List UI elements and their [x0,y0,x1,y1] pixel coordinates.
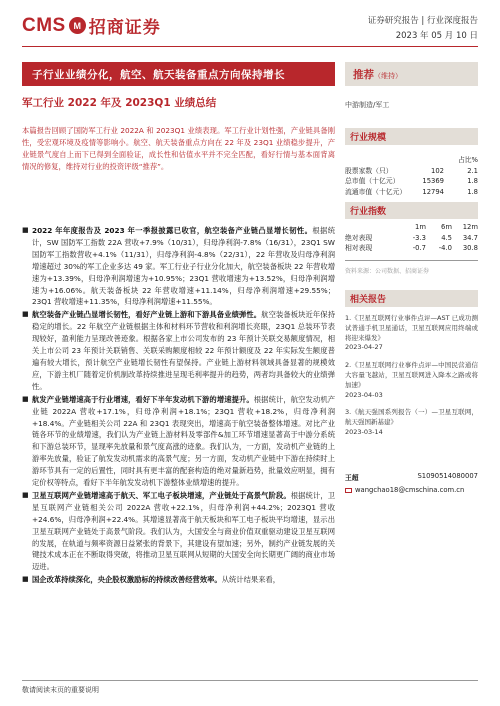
bullet-item [22,574,335,586]
logo-badge-icon: M [69,17,86,34]
bullet-bold: 航发产业链增速高于行业增速，看好下半年发动机下游的增速提升。 [32,394,254,404]
performance-heading-bar [345,202,478,219]
divider [345,260,478,261]
related-date: 2023-04-27 [345,343,383,352]
scale-share: 1.8 [467,177,478,185]
scale-heading: 行业规模 [350,133,387,143]
scale-label: 总市值（十亿元） [345,177,400,185]
footer-note: 敬请阅读末页的重要说明 [22,686,99,694]
list-item[interactable] [345,314,478,353]
table-row [345,176,478,187]
performance-table [345,222,478,254]
bullet-square-icon: ■ [22,394,29,403]
related-heading: 相关报告 [350,295,387,305]
related-title[interactable]: 1.《卫星互联网行业事件点评—AST 已成功测试普通手机卫星通话，卫星互联网应用终端或将迎来爆发》 [345,314,478,342]
related-heading-bar [345,290,478,307]
perf-value: 34.7 [462,233,478,242]
mail-icon [345,488,352,493]
performance-heading: 行业指数 [350,207,387,217]
bullet-text [32,490,335,573]
summary-paragraph: 本篇报告回顾了国防军工行业 2022A 和 2023Q1 业绩表现。军工行业计划性强，产业链具备刚性，受宏观环境及疫情等影响小。航空、航天装备重点方向在 22 年及 23Q1 业绩稳步提升，产业链景气度自上而下已得到全面验证，成长性和估值水平并不完全匹配，看好行情与基本面背离情况的修复，维持对行业的投资评级“推荐”。 [22,126,335,171]
bullet-square-icon: ■ [22,310,29,319]
perf-value: -4.0 [438,244,452,252]
scale-unit: 占比% [457,156,478,164]
bullet-rest: 根据统计，航空发动机产业链 2022A 营收+17.1%，归母净利润+18.1%；23Q1 营收+18.2%，归母净利润+18.4%。产业链相关公司 22A 和 23Q1 表现突出，增速高于航空装备整体增速。对比产业链各环节的业绩增速，我们认为产业链上游材料及零部件&加工环节增速显著高于中游分系统和下游总装环节，显现率先放量和景气度高涨的迹象。我们认为，一方面，发动机产业链的上游率先放量，验证了航发发动机需求的高景气度；另一方面，发动机产业链中下游在持续时上游环节具有一定的后置性，同时具有更丰富的配套构造的绝对量新趋势，批量效应明显，拥有定价权等特点，看好下半年航发发动机下游整体业绩增速的提升。 [32,394,336,488]
author-block [345,472,478,494]
report-title: 子行业业绩分化，航空、航天装备重点方向保持增长 [32,69,285,81]
scale-label: 股票家数（只） [345,166,393,175]
perf-value: -3.3 [412,233,426,242]
title-banner [22,62,335,86]
logo-cms-text: CMS [22,14,66,36]
author-name: 王超 [345,474,359,482]
industry-label: 中游制造/军工 [345,101,390,109]
bullet-text [32,574,335,586]
scale-label: 流通市值（十亿元） [345,187,407,196]
related-title[interactable]: 2.《卫星互联网行业事件点评—中国民营通信大容量飞越站，卫星互联网进入降本之路或将加速》 [345,361,478,389]
scale-value: 15369 [422,177,444,185]
bullet-bold: 卫星互联网产业链增速高于航天、军工电子板块增速，产业链处于高景气阶段。 [32,490,291,500]
scale-unit-row [345,155,478,166]
footer-divider [22,680,478,681]
perf-value: -0.7 [412,244,426,252]
bullet-item [22,490,335,573]
perf-col-header [345,222,400,233]
rating-value: 推荐 [353,69,374,81]
header-divider [22,46,478,47]
page-header [0,0,500,48]
bullet-bold: 国企改革持续深化，央企股权激励标的持续改善经营效率。 [32,575,222,585]
bullet-rest: 从统计结果来看， [221,575,281,585]
bullet-text [32,309,335,392]
scale-value: 12794 [422,187,444,196]
bullet-text [32,225,335,308]
bullet-bold: 航空装备产业链凸显增长韧性，看好产业链上游和下游具备业绩弹性。 [32,310,262,320]
data-source: 资料来源：公司数据、招商证券 [345,268,430,275]
bullet-text [32,394,335,489]
bullet-rest: 根据统计，卫星互联网产业链相关公司 2022A 营收+22.1%，归母净利润+44.2%；2023Q1 营收+24.6%，归母净利润+22.4%。其增速显著高于航天板块和军工电子板块平均增速，显示出卫星互联网产业链处于高景气阶段。我们认为，大国安全与商业价值双重驱动建设卫星互联网的发展，在轨道与频率资源日益紧张的背景下，其建设有望加速；另外，制约产业链发展的关键技术成本正在不断取得突破，将推动卫星互联网从短期的大国安全向长期更广阔的商业市场迈进。 [32,490,336,572]
scale-heading-bar [345,128,478,145]
report-date: 2023 年 05 月 10 日 [395,31,478,41]
bullet-square-icon: ■ [22,575,29,584]
related-date: 2023-04-03 [345,390,383,399]
perf-value: 4.5 [441,233,452,242]
author-email[interactable]: wangchao18@cmschina.com.cn [355,486,465,494]
related-date: 2023-03-14 [345,427,383,436]
perf-label: 相对表现 [345,244,373,252]
list-item[interactable] [345,361,478,400]
bullet-item [22,309,335,392]
perf-label: 绝对表现 [345,233,373,242]
rating-detail: （维持） [374,72,402,80]
scale-value: 102 [431,166,444,175]
bullet-rest: 根据统计，SW 国防军工指数 22A 营收+7.9%（10/31），归母净利润-7.8%（16/31），23Q1 SW 国防军工指数营收+4.1%（11/31），归母净利润-4.8%（22/31），22 年营收及归母净利润增速超过 30%的军工企业多达 49 家。军工行业子行业分化加大，航空装备板块 22 年营收增速为+13.39%，归母净利润增速为+10.95%；23Q1 营收增速为+13.52%，归母净利润增速为+16.06%。航天装备板块 22 年营收增速+11.14%，归母净利润增速+29.55%；23Q1 营收增速+11.35%，归母净利润增速+11.55%。 [32,226,336,307]
firm-name: 招商证券 [88,18,161,38]
table-row [345,233,478,244]
firm-logo [22,13,161,38]
bullet-list [22,225,335,587]
related-reports-list [345,314,478,446]
table-row [345,187,478,198]
bullet-item [22,225,335,308]
perf-value: 30.8 [462,244,478,252]
list-item[interactable] [345,408,478,437]
scale-share: 1.8 [467,187,478,196]
scale-share: 2.1 [467,166,478,175]
author-id: S1090514080007 [417,472,478,480]
rating-box [345,62,478,86]
perf-col-header: 12m [462,223,478,231]
perf-col-header: 1m [415,223,426,231]
bullet-square-icon: ■ [22,226,29,234]
scale-table [345,155,478,197]
bullet-rest: 航空装备板块近年保持稳定的增长。22 年航空产业链根据主体和材料环节营收和利润增长亮眼，23Q1 总装环节表现较好，盈利能力呈现改善迹象。根据各家上市公司发布的 23 年预计关联交易额度情况，相关上市公司 23 年预计关联销售、关联采购额度相较 22 年预计额度及 22 年实际发生额度普遍有较大增长，预计航空产业链增长韧性有望保持。产业链上游材料领域具备显著的规模效应，下游主机厂随着定价机制改革持续推进呈现毛利率提升的趋势，两者均具备较大的业绩弹性。 [32,310,336,391]
bullet-item [22,394,335,489]
bullet-square-icon: ■ [22,490,29,499]
report-type: 证券研究报告 | 行业深度报告 [367,16,478,26]
table-row [345,243,478,254]
rating-label [353,67,402,82]
performance-header-row [345,222,478,233]
bullet-bold: 2022 年年度报告及 2023 年一季报披露已收官，航空装备产业链凸显增长韧性。 [32,226,313,235]
perf-col-header: 6m [441,223,452,231]
report-subtitle: 军工行业 2022 年及 2023Q1 业绩总结 [22,97,217,109]
related-title[interactable]: 3.《航天强国系列报告（一）—卫星互联网，航天强国新基建》 [345,408,478,427]
table-row [345,166,478,177]
author-email-row[interactable] [345,486,478,494]
